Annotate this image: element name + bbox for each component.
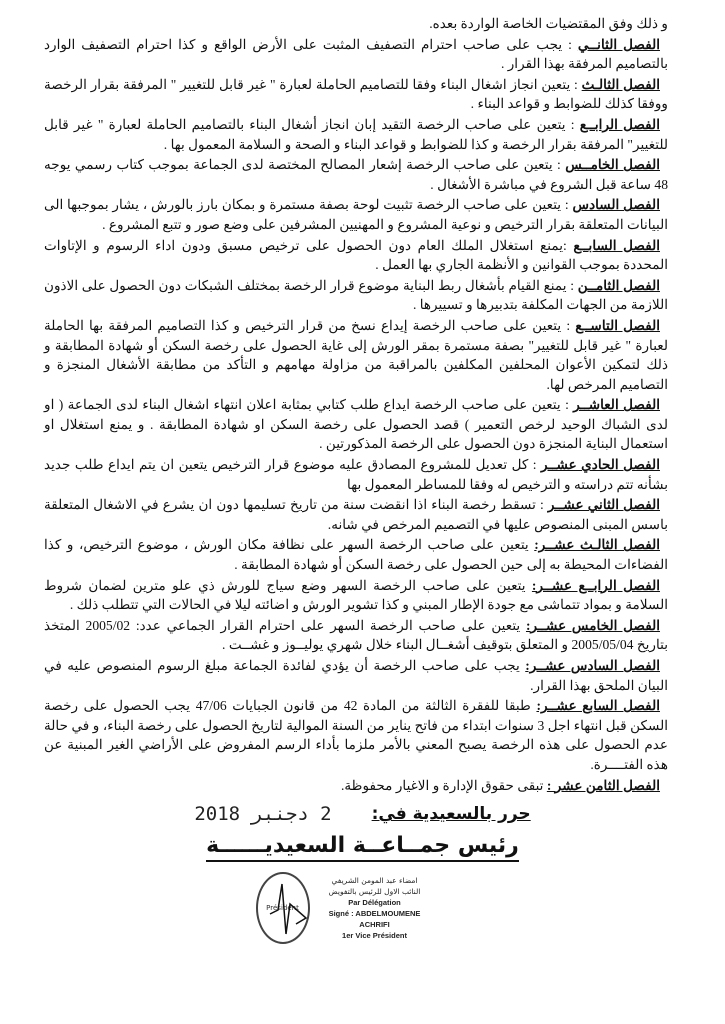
article-paragraph [44,535,668,574]
stamp-text: Président [266,904,299,913]
article-text: : يتعين على صاحب الرخصة إشعار المصالح المختصة لدى الجماعة بموجب كتاب رسمي يوجه 48 ساعة قبل الشروع في مباشرة الأشغال . [44,157,668,192]
article-heading: الفصل التاســع [575,317,660,333]
article-paragraph [44,35,668,74]
article-heading: الفصل السابــع [573,237,660,253]
article-paragraph [44,14,668,34]
handwritten-date: 2 دجنبر 2018 [194,803,332,826]
signature-block [320,875,430,941]
article-heading: الفصل الثامن عشر : [546,777,660,793]
signer-name-ar: امضاء عبد المومن الشريفي [331,876,418,886]
article-paragraph [44,495,668,534]
article-text: : يتعين انجاز اشغال البناء وفقا للتصاميم الحاملة لعبارة " غير قابل للتغيير " المرفقة بقرار الرخصة ووفقا كذلك للضوابط و قواعد البناء . [44,76,668,112]
decree-body [44,14,668,795]
article-heading: الفصل الخامــس [565,157,660,173]
delegation-label: Par Délégation [348,898,401,908]
article-paragraph [44,776,668,796]
article-heading: الفصل السادس عشــر: [525,658,660,673]
article-heading: الفصل الثامــن [577,277,660,293]
article-text: و ذلك وفق المقتضيات الخاصة الواردة بعده. [429,16,668,31]
article-text: يتعين على صاحب الرخصة السهر على نظافة مكان الورش ، موضوع الترخيص، و كذا الفضاءات المحيطة به إلى حين الحصول على رخصة السكن أو شهادة المطابقة . [44,537,668,573]
article-paragraph [44,195,668,234]
article-heading: الفصل الثالـث عشــر: [534,537,660,553]
signatory-title-wrap [0,833,725,862]
article-text: تبقى حقوق الإدارة و الاغيار محفوظة. [341,777,544,793]
article-text: : يتعين على صاحب الرخصة تثبيت لوحة بصفة مستمرة و بمكان بارز بالورش ، يشار بموجبها الى البيانات المتعلقة بقرار الترخيص و نوعية المشروع و المهنيين المشرفين على وضع صور و تتبع المشروع . [44,197,668,232]
signing-place: حرر بالسعيدية في: [371,804,531,825]
article-paragraph [44,455,668,494]
article-heading: الفصل الخامس عشــر: [525,617,660,633]
article-heading: الفصل الحادي عشــر [541,457,660,473]
article-text: يجب على صاحب الرخصة أن يؤدي لفائدة الجماعة مبلغ الرسوم المنصوص عليه في البيان الملحق بهذا القرار. [44,658,668,693]
handwritten-signature-icon [266,874,316,944]
article-paragraph [44,616,668,655]
article-heading: الفصل الثانــي [577,36,660,52]
article-text: يتعين على صاحب الرخصة السهر على احترام القرار الجماعي عدد: 2005/02 المتخذ بتاريخ 2005/05/04 و المتعلق بتوقيف أشغــال البناء خلال شهري يوليــوز و غشــت . [44,617,668,653]
article-paragraph [44,75,668,114]
article-text: : تسقط رخصة البناء اذا انقضت سنة من تاريخ تسليمها دون ان يشرع في الاشغال المتعلقة باسس المبنى المنصوص عليها في التصميم المرخص في شانه. [44,497,668,532]
article-heading: الفصل العاشــر [573,397,660,413]
article-text: : يمنع القيام بأشغال ربط البناية موضوع قرار الرخصة بمختلف الشبكات دون الحصول على الاذون اللازمة من الجهات المكلفة بتدبيرها و تسييرها . [44,277,668,313]
article-paragraph [44,316,668,394]
article-paragraph [44,395,668,454]
article-text: يتعين على صاحب الرخصة السهر وضع سياج للورش ذي علو مترين لضمان شروط السلامة و بمواد تتماشى مع جودة الإطار المبني و كذا تشوير الورش و اضائته ليلا في الحالات التي تتطلب ذلك . [44,577,668,613]
article-paragraph [44,155,668,194]
article-paragraph [44,656,668,695]
signer-role-ar: النائب الاول للرئيس بالتفويض [328,887,421,897]
article-text: : يتعين على صاحب الرخصة التقيد إبان انجاز أشغال البناء بالتصاميم الحاملة لعبارة " غير قابل للتغيير" المرفقة بقرار الرخصة و كذا للضوابط و قواعد البناء و الصحة و السلامة المعمول بها . [44,116,668,152]
article-heading: الفصل الرابــع [579,116,660,132]
article-paragraph [44,576,668,615]
article-heading: الفصل الرابــع عشــر: [531,577,660,593]
article-paragraph [44,276,668,315]
article-text: : يتعين على صاحب الرخصة ايداع طلب كتابي بمثابة اعلان انتهاء اشغال البناء لدى الجماعة ( او لدى الشباك الوحيد لرخص التعمير ) قصد الحصول على رخصة السكن او شهادة المطابقة . و يمنع استغلال او استعمال البناية المنجزة دون الحصول على الرخصة المذكورتين . [44,397,668,452]
article-text: طبقا للفقرة الثالثة من المادة 42 من قانون الجبايات 47/06 يجب الحصول على رخصة السكن قبل انتهاء اجل 3 سنوات ابتداء من فاتح يناير من السنة الموالية لتاريخ الحصول على رخصة البناء، و في حالة عدم الحصول على هذه الرخصة يصبح المعني بالأمر ملزما بأداء الرسم المفروض على الأراضي الغير المبنية عن هذه الفتــــرة. [44,698,669,772]
signer-role-fr: 1er Vice Président [342,931,407,941]
article-text: :يمنع استغلال الملك العام دون الحصول على ترخيص مسبق ودون اداء الرسوم و الإتاوات المحددة بموجب القوانين و الأنظمة الجاري بها العمل . [44,237,668,273]
article-text: : يجب على صاحب احترام التصفيف المثبت على الأرض الواقع و كذا احترام التصفيف الوارد بالتصاميم المرفقة بهذا القرار . [44,36,668,72]
article-heading: الفصل الثاني عشــر [547,497,660,513]
signer-name-fr: Signé : ABDELMOUMENE ACHRIFI [328,909,421,930]
signing-line [0,803,725,825]
article-paragraph [44,696,668,774]
article-heading: الفصل الثالـث [581,76,660,92]
article-text: : كل تعديل للمشروع المصادق عليه موضوع قرار الترخيص يتعين ان يتم ايداع طلب جديد بشأنه تتم دراسته و الترخيص له وفقا للمساطر المعمول بها [44,457,668,492]
signatory-title: رئيس جمــاعــة السعيديــــــة [206,833,519,862]
article-paragraph [44,236,668,275]
article-heading: الفصل السابع عشــر: [536,698,660,714]
article-heading: الفصل السادس [572,197,660,213]
article-text: : يتعين على صاحب الرخصة إيداع نسخ من قرار الترخيص و كذا التصاميم المرفقة بها الحاملة لعبارة " غير قابل للتغيير" بصفة مستمرة بمقر الورش إلى غاية الحصول على رخصة السكن أو شهادة المطابقة و ذلك لتمكين الأعوان المحلفين المكلفين بالمراقبة من مزاولة مهامهم و التأكد من مطابقة الأشغال المنجزة و التصاميم المرخص لها. [44,317,668,392]
stamp-and-signature [0,872,685,944]
article-paragraph [44,115,668,154]
official-stamp [256,872,310,944]
